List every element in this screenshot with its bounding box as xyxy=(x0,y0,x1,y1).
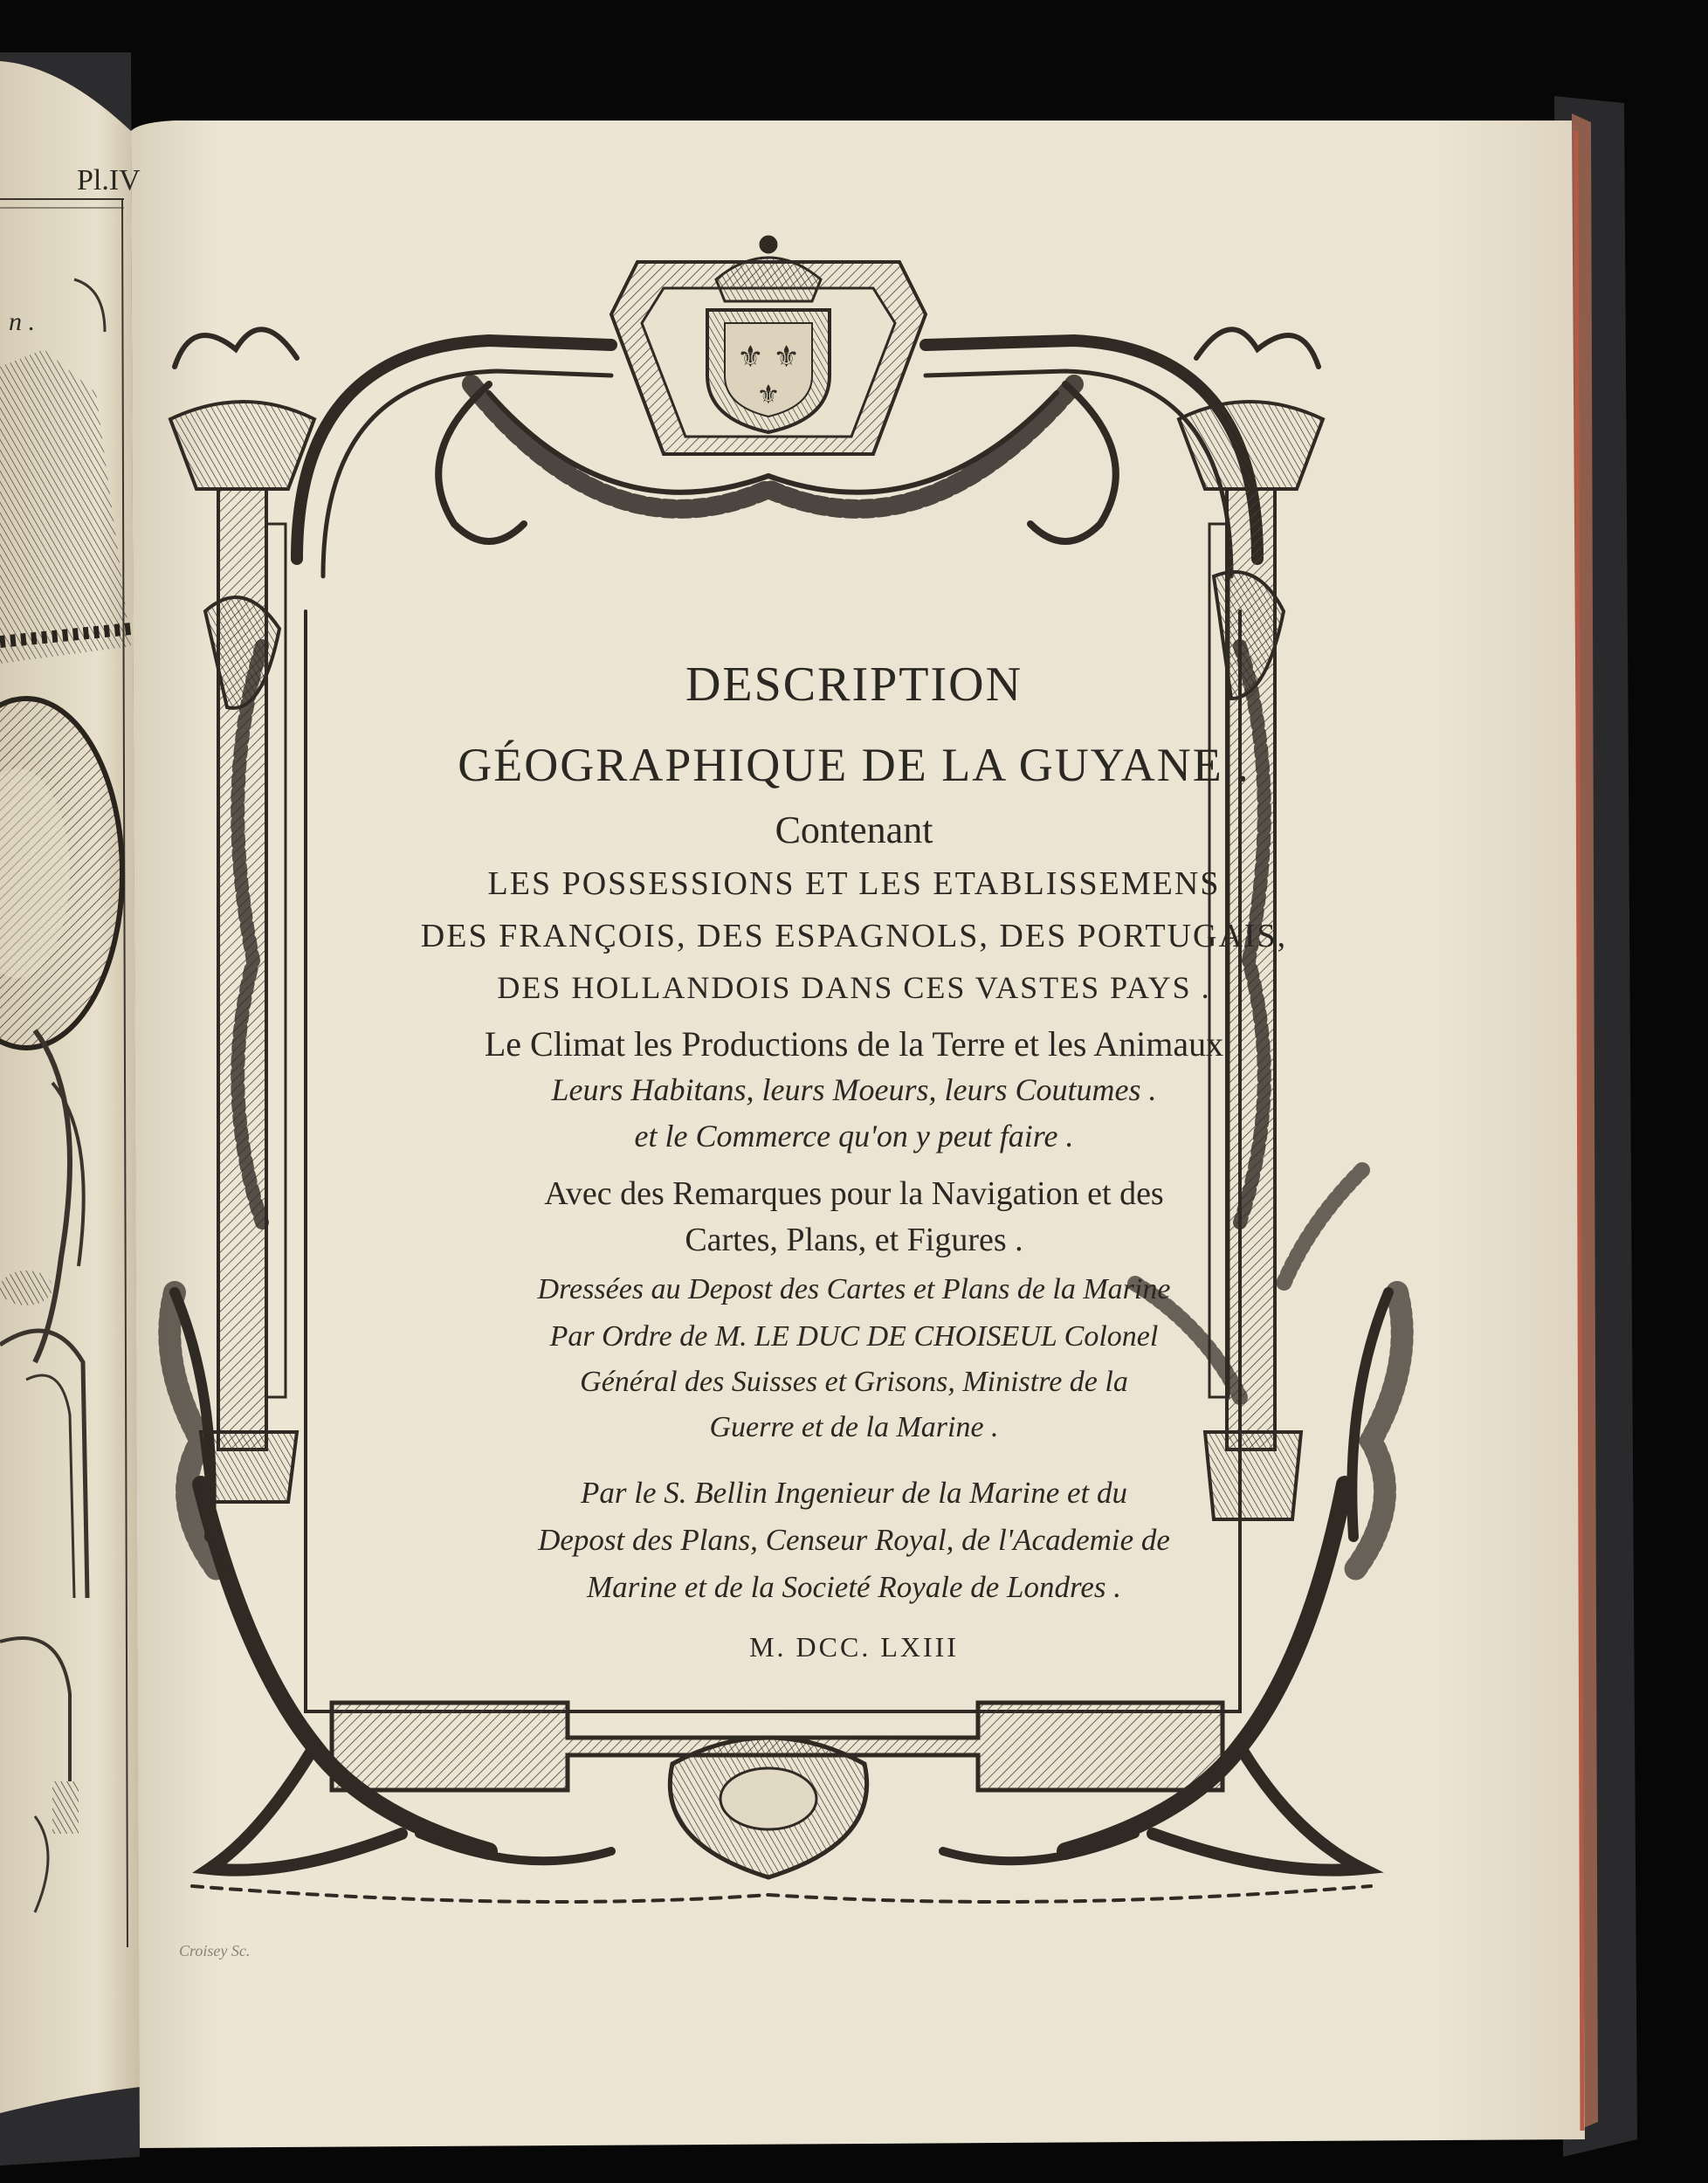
publication-year: M. DCC. LXIII xyxy=(749,1631,959,1663)
title-line-14: Général des Suisses et Grisons, Ministre de la xyxy=(580,1366,1128,1398)
title-line-16: Par le S. Bellin Ingenieur de la Marine et du xyxy=(581,1476,1127,1510)
title-line-12: Dressées au Depost des Cartes et Plans de la Marine xyxy=(537,1273,1171,1305)
title-line-17: Depost des Plans, Censeur Royal, de l'Academie de xyxy=(538,1523,1170,1557)
title-line-5: DES FRANÇOIS, DES ESPAGNOLS, DES PORTUGAIS, xyxy=(420,918,1288,954)
svg-text:⚜ ⚜: ⚜ ⚜ xyxy=(737,340,800,375)
title-line-13: Par Ordre de M. LE DUC DE CHOISEUL Colonel xyxy=(549,1320,1159,1353)
title-line-4: LES POSSESSIONS ET LES ETABLISSEMENS xyxy=(487,865,1221,902)
title-line-3: Contenant xyxy=(775,809,933,851)
title-line-9: et le Commerce qu'on y peut faire . xyxy=(634,1119,1074,1153)
title-line-7: Le Climat les Productions de la Terre et les Animaux xyxy=(484,1024,1224,1064)
title-line-15: Guerre et de la Marine . xyxy=(709,1411,999,1443)
engraver-signature: Croisey Sc. xyxy=(179,1942,251,1959)
title-line-11: Cartes, Plans, et Figures . xyxy=(685,1222,1023,1258)
left-page-partial-word: n . xyxy=(9,307,35,336)
svg-text:⚜: ⚜ xyxy=(756,380,781,410)
title-line-2: GÉOGRAPHIQUE DE LA GUYANE . xyxy=(458,739,1250,791)
title-line-18: Marine et de la Societé Royale de Londres . xyxy=(586,1570,1121,1604)
title-line-1: DESCRIPTION xyxy=(685,658,1023,712)
plate-label: Pl.IV xyxy=(77,164,141,196)
title-line-6: DES HOLLANDOIS DANS CES VASTES PAYS . xyxy=(497,970,1211,1005)
title-line-10: Avec des Remarques pour la Navigation et des xyxy=(544,1175,1164,1212)
title-line-8: Leurs Habitans, leurs Moeurs, leurs Coutumes . xyxy=(551,1072,1157,1107)
